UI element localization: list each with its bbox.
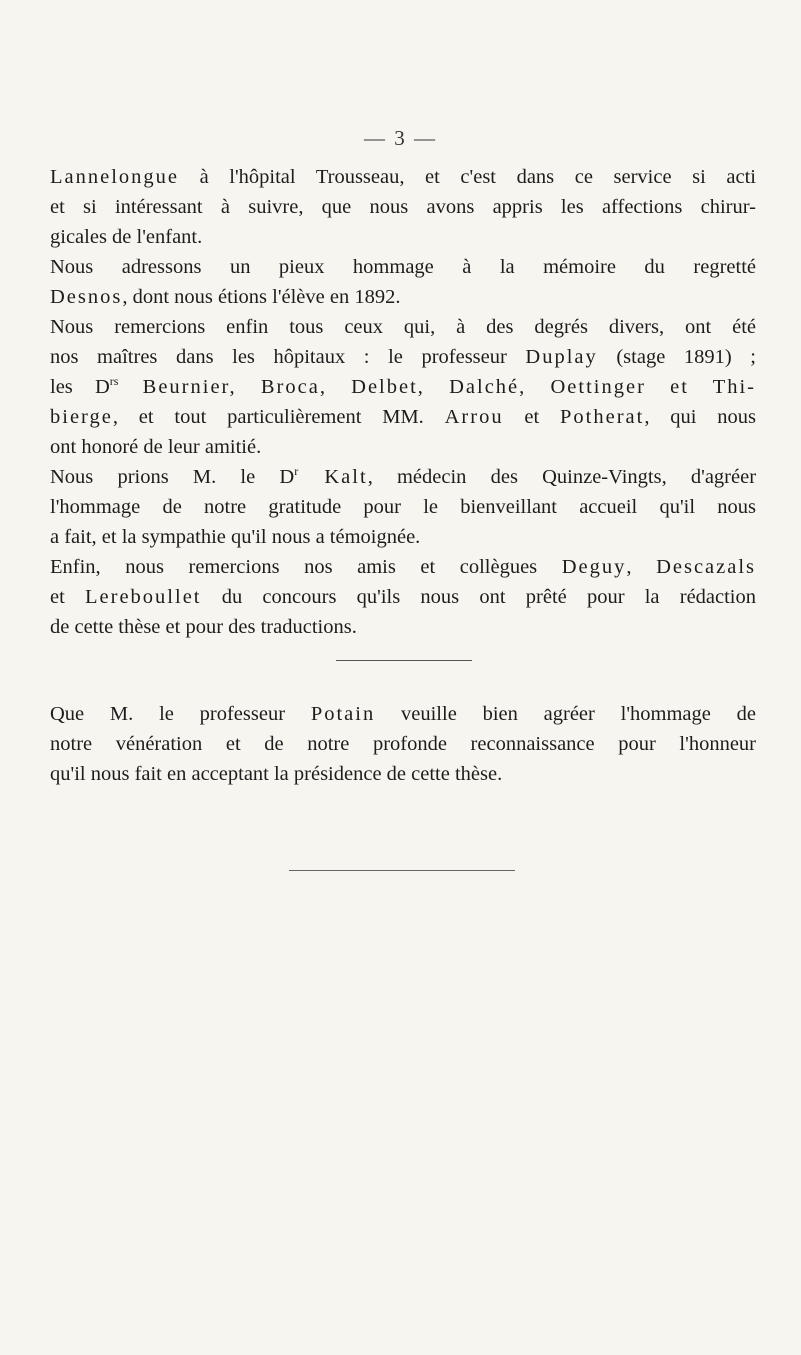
name-potain: Potain: [310, 703, 376, 725]
text-line: Nous remercions enfin tous ceux qui, à des degrés divers, ont été: [50, 316, 756, 338]
page-number: — 3 —: [364, 126, 437, 150]
name-lannelongue: Lannelongue: [50, 166, 180, 188]
name-desnos: Desnos: [50, 286, 123, 308]
text-line: [50, 162, 756, 192]
acknowledgements-section: [50, 162, 756, 642]
text-run: , dont nous étions l'élève en 1892.: [122, 286, 401, 308]
name-lereboullet: Lereboullet: [85, 586, 202, 608]
paragraph-lannelongue: [50, 162, 756, 252]
name-kalt: Kalt: [298, 466, 368, 488]
paragraph-kalt: [50, 462, 756, 552]
text-line: [50, 372, 756, 402]
text-run: et: [50, 586, 86, 608]
text-line: a fait, et la sympathie qu'il nous a témoignée.: [50, 526, 421, 548]
text-line: notre vénération et de notre profonde reconnaissance pour l'honneur: [50, 733, 756, 755]
text-line: [50, 552, 756, 582]
name-deguy: Deguy: [561, 556, 627, 578]
name-duplay: Duplay: [525, 346, 598, 368]
text-run: Enfin, nous remercions nos amis et collègues: [50, 556, 562, 578]
name-arrou: Arrou: [444, 406, 504, 428]
text-line: [50, 462, 756, 492]
text-line: gicales de l'enfant.: [50, 226, 203, 248]
text-run: (stage 1891) ;: [597, 346, 756, 368]
text-run: veuille bien agréer l'hommage de: [375, 703, 757, 725]
paragraph-colleagues: [50, 552, 756, 642]
text-run: Nous prions M. le D: [50, 466, 295, 488]
text-run: nos maîtres dans les hôpitaux : le professeur: [50, 346, 526, 368]
text-run: ,: [626, 556, 657, 578]
name-descazals: Descazals: [656, 556, 757, 578]
superscript: r: [294, 464, 299, 479]
text-line: ont honoré de leur amitié.: [50, 436, 262, 458]
text-run: , qui nous: [644, 406, 756, 428]
text-run: Que M. le professeur: [50, 703, 311, 725]
text-line: Nous adressons un pieux hommage à la mémoire du regretté: [50, 256, 756, 278]
name-potherat: Potherat: [560, 406, 645, 428]
end-divider: [289, 870, 515, 871]
section-divider: [336, 660, 472, 661]
text-line: [50, 582, 756, 612]
text-line: qu'il nous fait en acceptant la présidence de cette thèse.: [50, 763, 503, 785]
text-run: les D: [50, 376, 110, 398]
text-line: et si intéressant à suivre, que nous avons appris les affections chirur-: [50, 196, 756, 218]
dedication-section: [50, 699, 756, 789]
text-line: l'hommage de notre gratitude pour le bienveillant accueil qu'il nous: [50, 496, 756, 518]
paragraph-desnos: [50, 252, 756, 312]
text-run: à l'hôpital Trousseau, et c'est dans ce service si acti: [179, 166, 756, 188]
superscript: rs: [109, 374, 119, 389]
text-line: [50, 282, 756, 312]
text-run: du concours qu'ils nous ont prêté pour la rédaction: [201, 586, 757, 608]
text-run: , médecin des Quinze-Vingts, d'agréer: [367, 466, 757, 488]
names-doctors: Beurnier, Broca, Delbet, Dalché, Oettinger et Thi-: [118, 376, 757, 398]
paragraph-masters: [50, 312, 756, 462]
text-run: , et tout particulièrement MM.: [112, 406, 445, 428]
text-line: [50, 342, 756, 372]
text-line: de cette thèse et pour des traductions.: [50, 616, 357, 638]
paragraph-potain: [50, 699, 756, 789]
text-run: et: [503, 406, 560, 428]
name-thibierge: bierge: [50, 406, 113, 428]
text-line: [50, 699, 756, 729]
text-line: [50, 402, 756, 432]
